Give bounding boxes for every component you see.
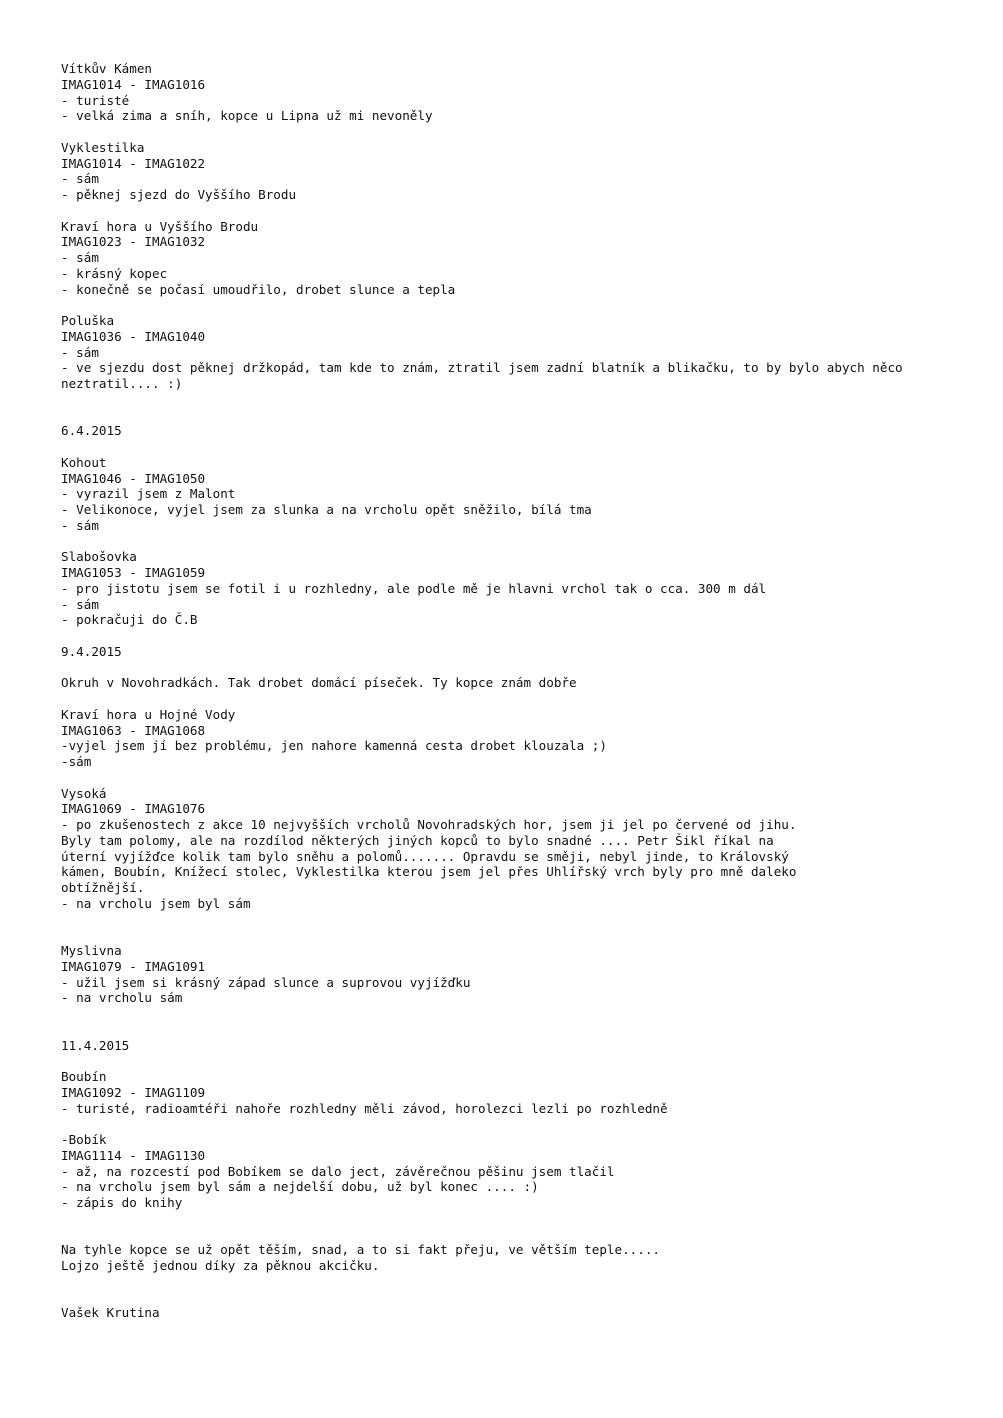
blank-line: [61, 1290, 961, 1306]
blank-line: [61, 439, 961, 455]
blank-line: [61, 628, 961, 644]
text-line: - ve sjezdu dost pěknej držkopád, tam kde to znám, ztratil jsem zadní blatník a blikačku, to by bylo abych něco: [61, 360, 903, 376]
text-line: IMAG1023 - IMAG1032: [61, 234, 206, 250]
text-line: Vítkův Kámen: [61, 61, 152, 76]
text-line: Na tyhle kopce se už opět těším, snad, a to si fakt přeju, ve větším teple.....: [61, 1242, 660, 1258]
blank-line: [61, 534, 961, 550]
text-line: IMAG1036 - IMAG1040: [61, 328, 206, 344]
text-line: - na vrcholu jsem byl sám: [61, 895, 251, 911]
text-line: Slabošovka: [61, 549, 137, 565]
text-line: - užil jsem si krásný západ slunce a suprovou vyjížďku: [61, 974, 471, 990]
blank-line: [61, 392, 961, 408]
text-line: IMAG1114 - IMAG1130: [61, 1147, 206, 1163]
text-line: Poluška: [61, 313, 115, 328]
text-line: 6.4.2015: [61, 423, 122, 439]
text-line: - sám: [61, 596, 99, 612]
text-line: - po zkušenostech z akce 10 nejvyšších vrcholů Novohradských hor, jsem ji jel po červené od jihu.: [61, 817, 797, 832]
blank-line: [61, 1053, 961, 1069]
text-line: obtížnější.: [61, 880, 145, 895]
blank-line: [61, 691, 961, 707]
text-line: Vysoká: [61, 785, 107, 801]
blank-line: [61, 1116, 961, 1132]
text-line: Boubín: [61, 1069, 107, 1084]
text-line: - turisté: [61, 92, 130, 108]
text-line: - sám: [61, 344, 99, 360]
blank-line: [61, 408, 961, 424]
blank-line: [61, 1227, 961, 1243]
text-line: IMAG1092 - IMAG1109: [61, 1084, 206, 1100]
text-line: Vyklestilka: [61, 139, 145, 155]
blank-line: [61, 297, 961, 313]
text-line: - sám: [61, 517, 99, 533]
text-line: - sám: [61, 171, 99, 187]
text-line: -Bobík: [61, 1132, 107, 1147]
document-page: [61, 61, 961, 1321]
text-line: - pokračuji do Č.B: [61, 612, 198, 628]
blank-line: [61, 1211, 961, 1227]
blank-line: [61, 203, 961, 219]
text-line: IMAG1069 - IMAG1076: [61, 801, 206, 817]
text-line: - vyrazil jsem z Malont: [61, 486, 236, 502]
text-line: 11.4.2015: [61, 1037, 130, 1053]
text-line: Myslivna: [61, 943, 122, 958]
text-line: - pro jistotu jsem se fotil i u rozhledny, ale podle mě je hlavni vrchol tak o cca. 300 m dál: [61, 580, 767, 596]
blank-line: [61, 912, 961, 928]
text-line: - zápis do knihy: [61, 1195, 183, 1210]
blank-line: [61, 660, 961, 676]
text-line: Vašek Krutina: [61, 1305, 160, 1321]
text-line: Kohout: [61, 454, 107, 470]
text-line: Kraví hora u Vyššího Brodu: [61, 218, 259, 234]
text-line: IMAG1079 - IMAG1091: [61, 958, 206, 974]
text-line: - velká zima a sníh, kopce u Lipna už mi nevoněly: [61, 108, 433, 124]
text-line: kámen, Boubín, Knížecí stolec, Vyklestilka kterou jsem jel přes Uhlířský vrch byly pro mně daleko: [61, 864, 797, 880]
blank-line: [61, 124, 961, 140]
text-line: -vyjel jsem jí bez problému, jen nahore kamenná cesta drobet klouzala ;): [61, 738, 607, 754]
text-line: neztratil.... :): [61, 376, 183, 391]
text-line: -sám: [61, 754, 92, 769]
blank-line: [61, 770, 961, 786]
blank-line: [61, 1022, 961, 1038]
text-line: Byly tam polomy, ale na rozdílod některých jiných kopců to bylo snadné .... Petr Šikl říkal na: [61, 832, 774, 848]
text-line: úterní vyjížďce kolik tam bylo sněhu a polomů....... Opravdu se směji, nebyl jinde, to Královský: [61, 848, 789, 864]
text-line: - turisté, radioamtéři nahoře rozhledny měli závod, horolezci lezli po rozhledně: [61, 1100, 668, 1116]
text-line: IMAG1014 - IMAG1016: [61, 76, 206, 92]
text-line: 9.4.2015: [61, 643, 122, 659]
text-line: Lojzo ještě jednou díky za pěknou akcičku.: [61, 1258, 380, 1273]
text-line: - sám: [61, 250, 99, 265]
text-line: IMAG1014 - IMAG1022: [61, 155, 206, 171]
text-line: - na vrcholu jsem byl sám a nejdelší dobu, už byl konec .... :): [61, 1179, 539, 1195]
text-line: - pěknej sjezd do Vyššího Brodu: [61, 187, 297, 202]
text-line: - Velikonoce, vyjel jsem za slunka a na vrcholu opět sněžilo, bílá tma: [61, 502, 592, 517]
text-line: IMAG1063 - IMAG1068: [61, 722, 206, 738]
text-line: - konečně se počasí umoudřilo, drobet slunce a tepla: [61, 281, 456, 297]
text-line: Okruh v Novohradkách. Tak drobet domácí píseček. Ty kopce znám dobře: [61, 675, 577, 691]
text-line: Kraví hora u Hojné Vody: [61, 706, 236, 722]
text-line: - na vrcholu sám: [61, 990, 183, 1006]
text-line: IMAG1053 - IMAG1059: [61, 565, 206, 580]
text-line: IMAG1046 - IMAG1050: [61, 470, 206, 486]
blank-line: [61, 1006, 961, 1022]
blank-line: [61, 1274, 961, 1290]
text-line: - krásný kopec: [61, 265, 168, 281]
blank-line: [61, 927, 961, 943]
text-line: - až, na rozcestí pod Bobíkem se dalo ject, závěrečnou pěšinu jsem tlačil: [61, 1163, 615, 1179]
